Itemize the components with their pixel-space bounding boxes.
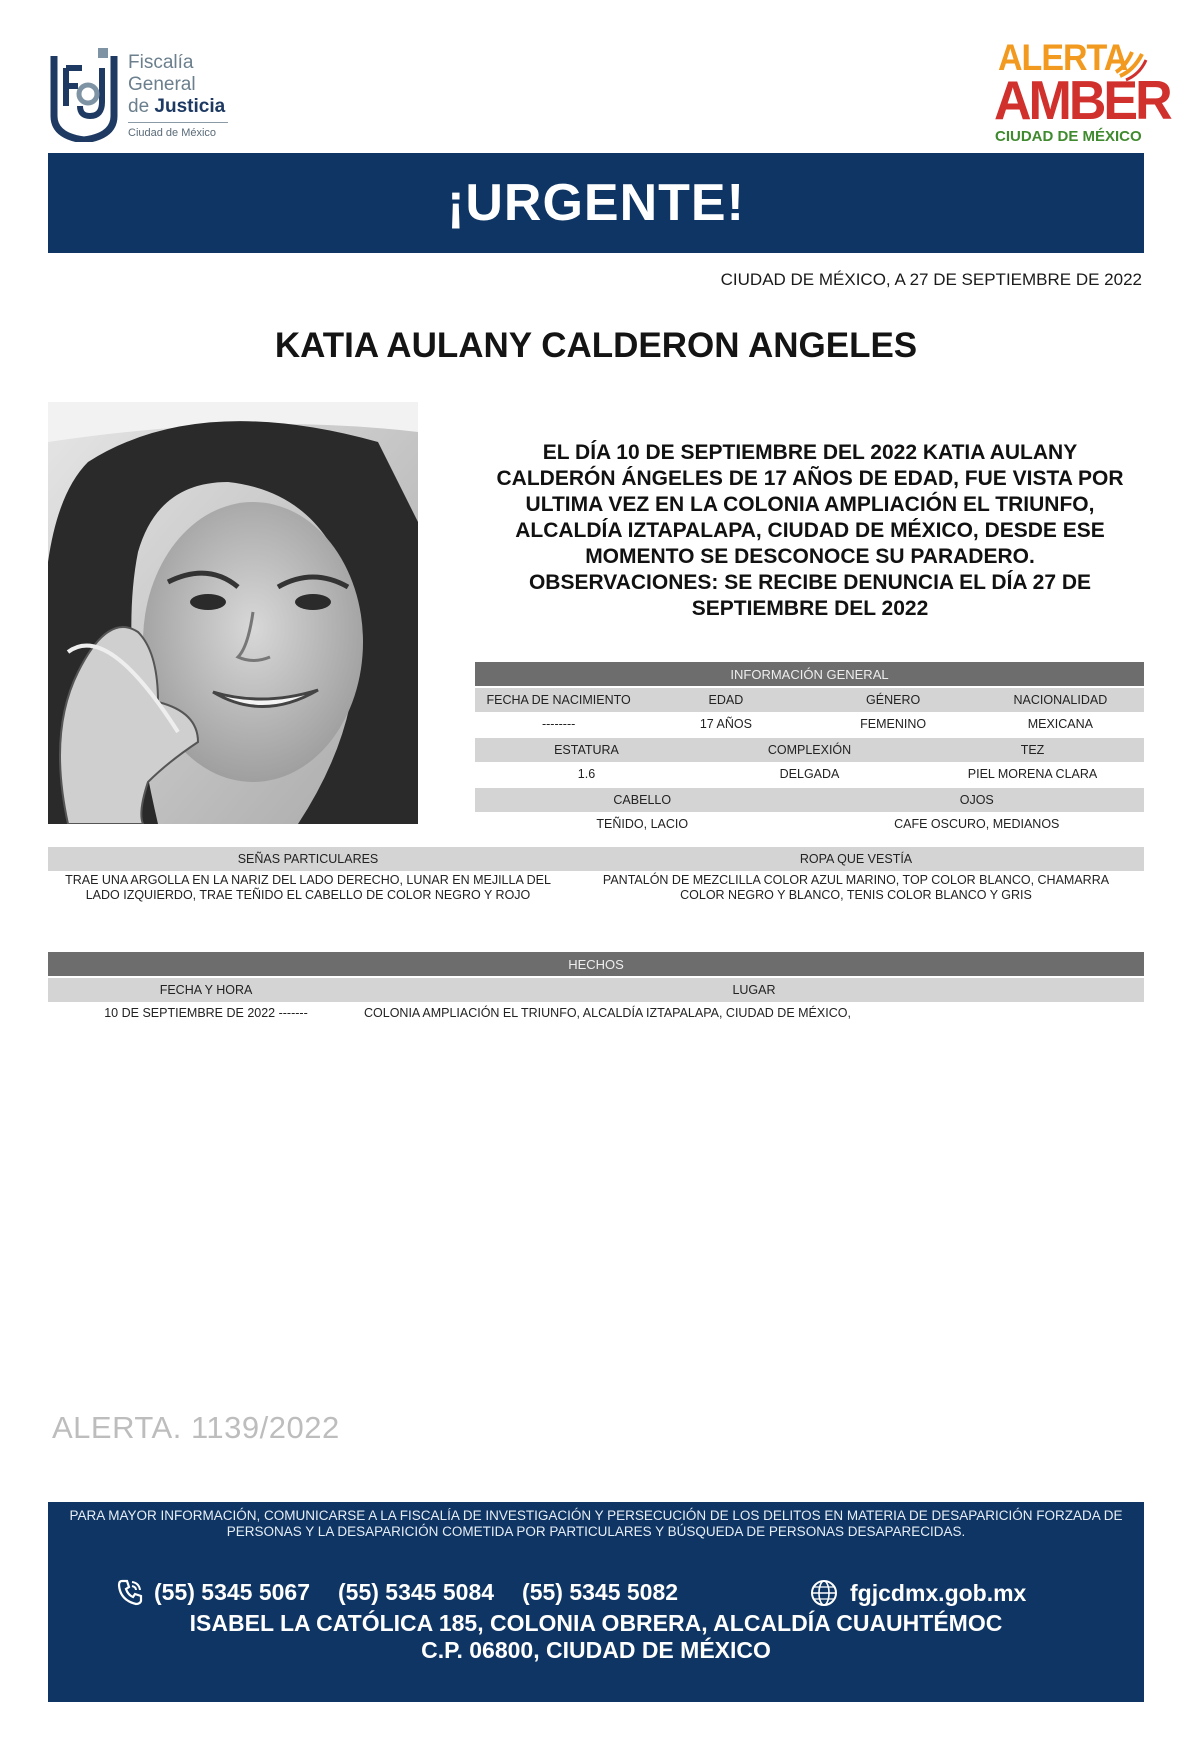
value-nationality: MEXICANA bbox=[1027, 717, 1094, 731]
header-hair: CABELLO bbox=[613, 793, 672, 807]
amber-city: CIUDAD DE MÉXICO bbox=[995, 128, 1142, 145]
value-eyes: CAFE OSCURO, MEDIANOS bbox=[894, 817, 1060, 831]
portrait-image bbox=[48, 402, 418, 824]
value-hair: TEÑIDO, LACIO bbox=[596, 817, 689, 831]
value-height: 1.6 bbox=[577, 767, 596, 781]
value-place: COLONIA AMPLIACIÓN EL TRIUNFO, ALCALDÍA IZTAPALAPA, CIUDAD DE MÉXICO, bbox=[364, 1006, 851, 1020]
header-complexion: TEZ bbox=[1020, 743, 1045, 757]
facts-title: HECHOS bbox=[48, 952, 1144, 976]
header-place: LUGAR bbox=[732, 983, 776, 997]
info-header-row-3 bbox=[475, 788, 1144, 812]
features-header-row bbox=[48, 847, 1144, 871]
urgent-banner bbox=[48, 153, 1144, 253]
value-complexion: PIEL MORENA CLARA bbox=[967, 767, 1098, 781]
institution-line1: Fiscalía bbox=[128, 52, 194, 73]
value-features: TRAE UNA ARGOLLA EN LA NARIZ DEL LADO DERECHO, LUNAR EN MEJILLA DEL LADO IZQUIERDO, TRAE TEÑIDO EL CABELLO DE COLOR NEGRO Y ROJO bbox=[65, 873, 551, 902]
person-name: KATIA AULANY CALDERON ANGELES bbox=[274, 326, 918, 365]
footer-info-text: PARA MAYOR INFORMACIÓN, COMUNICARSE A LA FISCALÍA DE INVESTIGACIÓN Y PERSECUCIÓN DE LOS DELITOS EN MATERIA DE DESAPARICIÓN FORZADA DE PERSONAS Y LA DESAPARICIÓN COMETIDA POR PARTICULARES Y BÚSQUEDA DE PERSONAS DESAPARECIDAS. bbox=[69, 1508, 1123, 1539]
facts-table bbox=[48, 952, 1144, 1024]
header-build: COMPLEXIÓN bbox=[767, 743, 852, 757]
header-age: EDAD bbox=[708, 693, 744, 707]
value-build: DELGADA bbox=[779, 767, 840, 781]
fgj-emblem-icon bbox=[48, 46, 120, 142]
value-datetime: 10 DE SEPTIEMBRE DE 2022 ------- bbox=[104, 1006, 308, 1020]
header-eyes: OJOS bbox=[959, 793, 994, 807]
alerta-amber-logo bbox=[990, 37, 1170, 150]
institution-line3-bold: Justicia bbox=[154, 96, 226, 117]
facts-value-row bbox=[48, 1002, 1144, 1024]
header-height: ESTATURA bbox=[554, 743, 619, 757]
info-value-row-1 bbox=[475, 712, 1144, 736]
header-gender: GÉNERO bbox=[866, 693, 921, 707]
info-value-row-2 bbox=[475, 762, 1144, 786]
address bbox=[48, 1610, 1144, 1664]
institution-line3 bbox=[128, 96, 228, 118]
logo-divider bbox=[128, 122, 228, 123]
phone-list bbox=[116, 1578, 696, 1606]
urgent-title: ¡URGENTE! bbox=[447, 174, 745, 232]
phone-3[interactable]: (55) 5345 5082 bbox=[522, 1578, 679, 1605]
header-birthdate: FECHA DE NACIMIENTO bbox=[486, 693, 631, 707]
value-gender: FEMENINO bbox=[860, 717, 927, 731]
header-datetime: FECHA Y HORA bbox=[159, 983, 253, 997]
value-birthdate: -------- bbox=[541, 717, 576, 731]
value-clothing: PANTALÓN DE MEZCLILLA COLOR AZUL MARINO, TOP COLOR BLANCO, CHAMARRA COLOR NEGRO Y BLANCO, TENIS COLOR BLANCO Y GRIS bbox=[602, 873, 1110, 902]
website-link[interactable]: fgjcdmx.gob.mx bbox=[850, 1579, 1027, 1606]
amber-word-alerta: ALERTA bbox=[998, 37, 1128, 79]
amber-word-amber: AMBER bbox=[994, 70, 1170, 132]
alert-number: ALERTA. 1139/2022 bbox=[52, 1410, 340, 1445]
facts-header-row bbox=[48, 978, 1144, 1002]
distinguishing-features-block bbox=[48, 847, 1144, 903]
general-info-title-text: INFORMACIÓN GENERAL bbox=[730, 666, 889, 682]
phone-icon bbox=[116, 1578, 144, 1606]
header-features: SEÑAS PARTICULARES bbox=[237, 852, 379, 866]
address-line1: ISABEL LA CATÓLICA 185, COLONIA OBRERA, ALCALDÍA CUAUHTÉMOC bbox=[189, 1610, 1003, 1636]
general-info-table bbox=[475, 662, 1144, 836]
date-line: CIUDAD DE MÉXICO, A 27 DE SEPTIEMBRE DE 2022 bbox=[720, 270, 1142, 289]
globe-icon bbox=[808, 1578, 840, 1608]
person-photo bbox=[48, 402, 418, 824]
institution-city: Ciudad de México bbox=[128, 127, 217, 139]
info-header-row-1 bbox=[475, 688, 1144, 712]
header-nationality: NACIONALIDAD bbox=[1013, 693, 1108, 707]
case-description: EL DÍA 10 DE SEPTIEMBRE DEL 2022 KATIA AULANY CALDERÓN ÁNGELES DE 17 AÑOS DE EDAD, FUE VISTA POR ULTIMA VEZ EN LA COLONIA AMPLIACIÓN EL TRIUNFO, ALCALDÍA IZTAPALAPA, CIUDAD DE MÉXICO, DESDE ESE MOMENTO SE DESCONOCE SU PARADERO. OBSERVACIONES: SE RECIBE DENUNCIA EL DÍA 27 DE SEPTIEMBRE DEL 2022 bbox=[496, 441, 1124, 620]
website bbox=[808, 1578, 1026, 1608]
institution-line3-pre: de bbox=[128, 96, 150, 117]
phone-2[interactable]: (55) 5345 5084 bbox=[338, 1578, 495, 1605]
fgj-logo bbox=[48, 42, 248, 147]
general-info-title bbox=[475, 662, 1144, 686]
phone-1[interactable]: (55) 5345 5067 bbox=[154, 1578, 311, 1605]
info-header-row-2 bbox=[475, 738, 1144, 762]
fgj-name bbox=[128, 52, 228, 139]
header-clothing: ROPA QUE VESTÍA bbox=[799, 852, 913, 866]
value-age: 17 AÑOS bbox=[699, 717, 752, 731]
address-line2: C.P. 06800, CIUDAD DE MÉXICO bbox=[421, 1637, 771, 1663]
info-value-row-3 bbox=[475, 812, 1144, 836]
features-value-row bbox=[48, 873, 1144, 903]
amber-signal-icon bbox=[1112, 42, 1148, 82]
institution-line2: General bbox=[128, 74, 196, 95]
contact-footer bbox=[48, 1502, 1144, 1702]
